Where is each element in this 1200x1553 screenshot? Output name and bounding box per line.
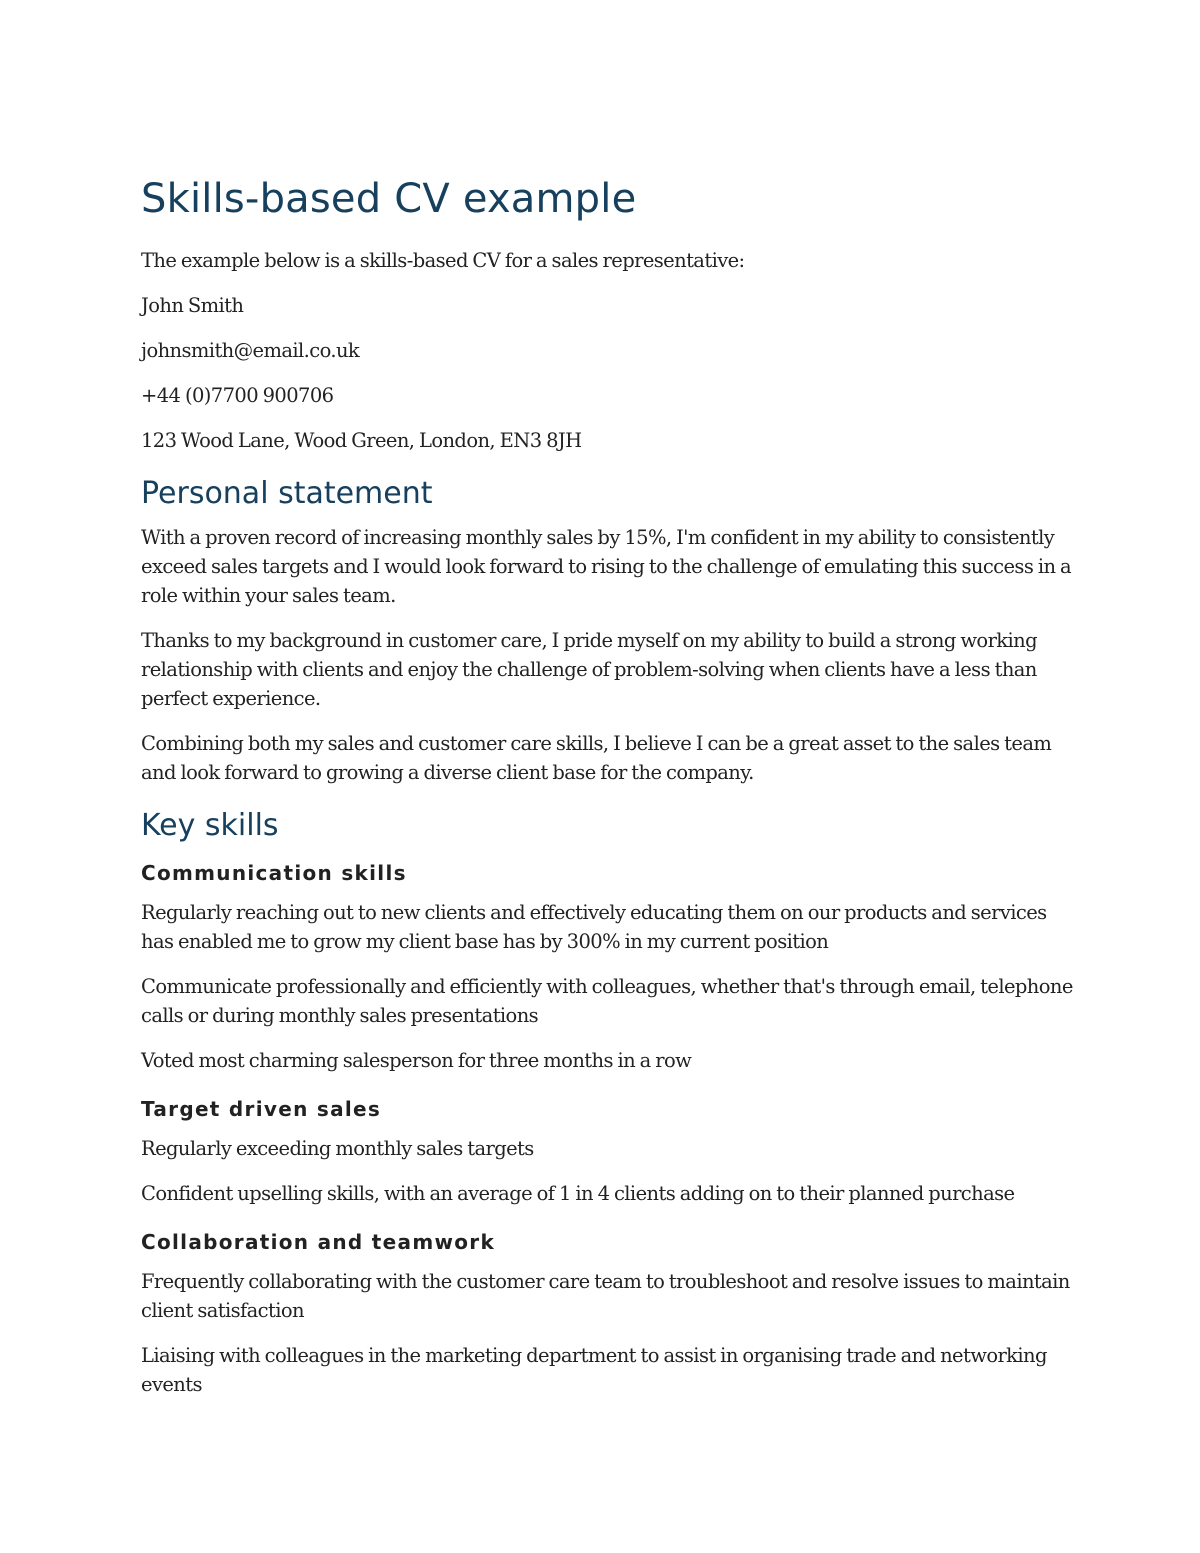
skill-group-collaboration <box>141 1224 1076 1399</box>
skill-item: Voted most charming salesperson for three months in a row <box>141 1049 692 1072</box>
skill-group-heading: Target driven sales <box>141 1097 382 1121</box>
contact-address: 123 Wood Lane, Wood Green, London, EN3 8JH <box>141 429 582 452</box>
skill-group-communication <box>141 855 1076 1075</box>
statement-paragraph: With a proven record of increasing monthly sales by 15%, I'm confident in my ability to consistently exceed sales targets and I would look forward to rising to the challenge of emulating this success in a role within your sales team. <box>141 526 1072 607</box>
document-page <box>141 168 1076 1415</box>
skill-item: Liaising with colleagues in the marketing department to assist in organising trade and networking events <box>141 1344 1047 1396</box>
intro-text: The example below is a skills-based CV for a sales representative: <box>141 249 745 272</box>
skill-group-heading: Communication skills <box>141 861 407 885</box>
key-skills-section <box>141 803 1076 1399</box>
skill-group-target-driven-sales <box>141 1091 1076 1208</box>
personal-statement-heading: Personal statement <box>141 476 433 511</box>
skill-item: Regularly exceeding monthly sales targets <box>141 1137 534 1160</box>
personal-statement-section <box>141 471 1076 787</box>
statement-paragraph: Thanks to my background in customer care, I pride myself on my ability to build a strong working relationship with clients and enjoy the challenge of problem-solving when clients have a less than perfect experience. <box>141 629 1037 710</box>
contact-phone: +44 (0)7700 900706 <box>141 384 334 407</box>
intro-block <box>141 246 1076 455</box>
skill-item: Confident upselling skills, with an average of 1 in 4 clients adding on to their planned purchase <box>141 1182 1015 1205</box>
contact-email: johnsmith@email.co.uk <box>141 339 360 362</box>
skill-item: Communicate professionally and efficiently with colleagues, whether that's through email, telephone calls or during monthly sales presentations <box>141 975 1073 1027</box>
document-title: Skills-based CV example <box>141 176 637 222</box>
skill-group-heading: Collaboration and teamwork <box>141 1230 496 1254</box>
statement-paragraph: Combining both my sales and customer care skills, I believe I can be a great asset to the sales team and look forward to growing a diverse client base for the company. <box>141 732 1052 784</box>
skill-item: Frequently collaborating with the customer care team to troubleshoot and resolve issues to maintain client satisfaction <box>141 1270 1070 1322</box>
key-skills-heading: Key skills <box>141 808 279 843</box>
skill-item: Regularly reaching out to new clients and effectively educating them on our products and services has enabled me to grow my client base has by 300% in my current position <box>141 901 1047 953</box>
contact-name: John Smith <box>141 294 244 317</box>
